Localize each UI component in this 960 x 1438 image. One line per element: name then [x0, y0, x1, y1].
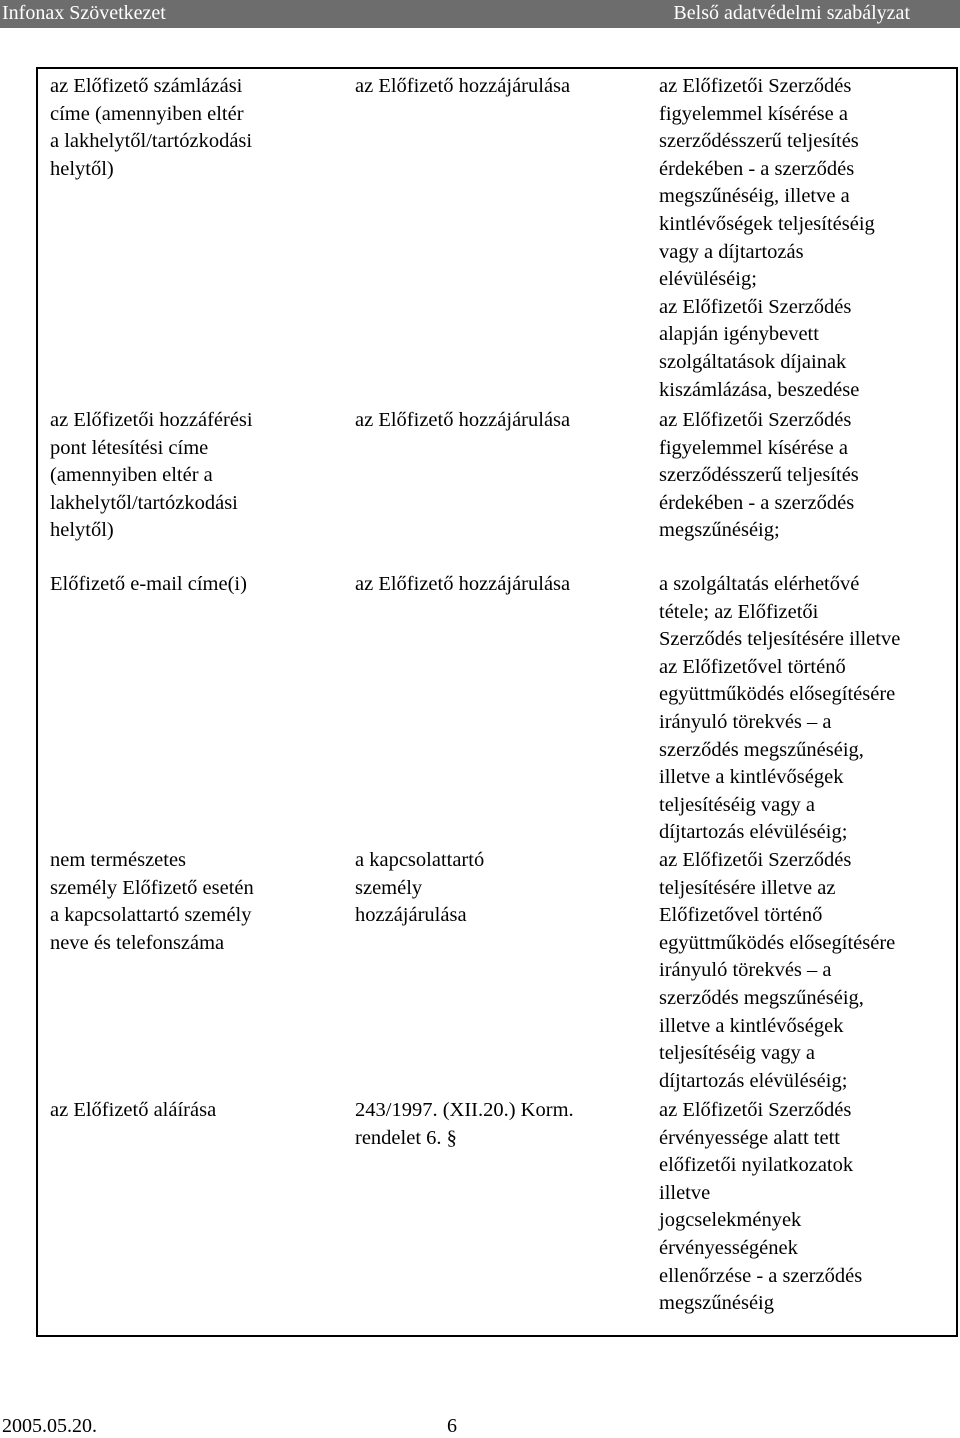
cell-text-line: megszűnéséig, illetve a [659, 185, 850, 208]
cell-text-line: szerződésszerű teljesítés [659, 130, 859, 153]
cell-text-line: az Előfizető aláírása [50, 1098, 217, 1121]
cell-text-line: megszűnéséig; [659, 519, 780, 542]
cell-text-line: a szolgáltatás elérhetővé [659, 573, 860, 595]
cell-text-line: lakhelytől/tartózkodási [50, 491, 238, 514]
cell-text-line: az Előfizetővel történő [659, 655, 846, 678]
document-title: Belső adatvédelmi szabályzat [673, 2, 910, 24]
cell-text-line: személy Előfizető esetén [50, 876, 254, 899]
cell-text-line: érdekében - a szerződés [659, 157, 855, 180]
cell-text-line: kiszámlázása, beszedése [659, 378, 860, 401]
cell-text-line: előfizetői nyilatkozatok [659, 1154, 854, 1177]
cell-text-line: az Előfizetői Szerződés [659, 848, 852, 871]
cell-text-line: helytől) [50, 157, 114, 180]
data-category-cell [37, 407, 343, 571]
cell-text-line: együttműködés elősegítésére [659, 683, 896, 706]
page-header [0, 0, 960, 28]
cell-text-line: teljesítésére illetve az [659, 876, 836, 899]
cell-text-line: illetve [659, 1181, 711, 1204]
cell-text-line: az Előfizető hozzájárulása [355, 573, 571, 595]
cell-text-line: címe (amennyiben eltér [50, 102, 244, 125]
cell-text-line: Előfizetővel történő [659, 904, 823, 927]
cell-text-line: szolgáltatások díjainak [659, 350, 847, 373]
cell-text-line: szerződésszerű teljesítés [659, 464, 859, 487]
cell-text-line: figyelemmel kísérése a [659, 102, 848, 125]
cell-text-line: megszűnéséig [659, 1292, 774, 1315]
purpose-duration-cell [649, 847, 957, 1097]
cell-text-line: az Előfizetői Szerződés [659, 75, 852, 97]
table-row [37, 1097, 957, 1336]
cell-text-line: a kapcsolattartó [355, 848, 485, 871]
cell-text-line: együttműködés elősegítésére [659, 931, 896, 954]
cell-text-line: szerződés megszűnéséig, [659, 738, 864, 761]
cell-text-line: az Előfizetői Szerződés [659, 1098, 852, 1121]
table-row [37, 68, 957, 407]
cell-text-line: a kapcsolattartó személy [50, 904, 252, 927]
cell-text-line: személy [355, 876, 423, 899]
cell-text-line: 243/1997. (XII.20.) Korm. [355, 1098, 574, 1121]
cell-text-line: helytől) [50, 519, 114, 542]
cell-text-line: az Előfizetői hozzáférési [50, 409, 253, 431]
cell-text-line: irányuló törekvés – a [659, 710, 832, 733]
cell-text-line: érvényessége alatt tett [659, 1126, 840, 1149]
cell-text-line: alapján igénybevett [659, 323, 819, 346]
legal-basis-cell [343, 571, 649, 847]
data-category-cell [37, 1097, 343, 1336]
cell-text-line: illetve a kintlévőségek [659, 1014, 844, 1037]
data-category-cell [37, 847, 343, 1097]
cell-text-line: Előfizető e-mail címe(i) [50, 573, 247, 595]
cell-text-line: figyelemmel kísérése a [659, 436, 848, 459]
footer-date: 2005.05.20. [2, 1415, 97, 1437]
legal-basis-cell [343, 407, 649, 571]
cell-text-line: irányuló törekvés – a [659, 959, 832, 982]
cell-text-line: érvényességének [659, 1236, 798, 1259]
cell-text-line: elévüléséig; [659, 268, 757, 291]
table-row [37, 571, 957, 847]
legal-basis-cell [343, 1097, 649, 1336]
legal-basis-cell [343, 68, 649, 407]
table-row [37, 847, 957, 1097]
cell-text-line: kintlévőségek teljesítéséig [659, 212, 875, 235]
purpose-duration-cell [649, 68, 957, 407]
cell-text-line: hozzájárulása [355, 904, 467, 927]
cell-text-line: nem természetes [50, 848, 187, 871]
cell-text-line: pont létesítési címe [50, 436, 209, 459]
cell-text-line: az Előfizető hozzájárulása [355, 75, 571, 97]
cell-text-line: (amennyiben eltér a [50, 464, 213, 487]
cell-text-line: teljesítéséig vagy a [659, 1042, 815, 1065]
organization-name: Infonax Szövetkezet [2, 2, 166, 24]
cell-text-line: díjtartozás elévüléséig; [659, 1069, 848, 1092]
legal-basis-cell [343, 847, 649, 1097]
purpose-duration-cell [649, 571, 957, 847]
cell-text-line: rendelet 6. § [355, 1126, 457, 1149]
cell-text-line: az Előfizetői Szerződés [659, 295, 852, 318]
table-row [37, 407, 957, 571]
cell-text-line: teljesítéséig vagy a [659, 793, 815, 816]
purpose-duration-cell [649, 407, 957, 571]
data-category-cell [37, 68, 343, 407]
cell-text-line: díjtartozás elévüléséig; [659, 821, 848, 844]
data-processing-table [36, 67, 958, 1337]
cell-text-line: a lakhelytől/tartózkodási [50, 130, 253, 153]
cell-text-line: ellenőrzése - a szerződés [659, 1264, 863, 1287]
cell-text-line: jogcselekmények [659, 1209, 802, 1232]
cell-text-line: tétele; az Előfizetői [659, 600, 819, 623]
cell-text-line: neve és telefonszáma [50, 931, 225, 954]
purpose-duration-cell [649, 1097, 957, 1336]
cell-text-line: az Előfizető számlázási [50, 75, 243, 97]
cell-text-line: érdekében - a szerződés [659, 491, 855, 514]
cell-text-line: szerződés megszűnéséig, [659, 986, 864, 1009]
data-category-cell [37, 571, 343, 847]
page-number: 6 [447, 1415, 457, 1437]
cell-text-line: az Előfizetői Szerződés [659, 409, 852, 431]
cell-text-line: az Előfizető hozzájárulása [355, 409, 571, 431]
cell-text-line: illetve a kintlévőségek [659, 766, 844, 789]
cell-text-line: Szerződés teljesítésére illetve [659, 628, 901, 651]
cell-text-line: vagy a díjtartozás [659, 240, 804, 263]
